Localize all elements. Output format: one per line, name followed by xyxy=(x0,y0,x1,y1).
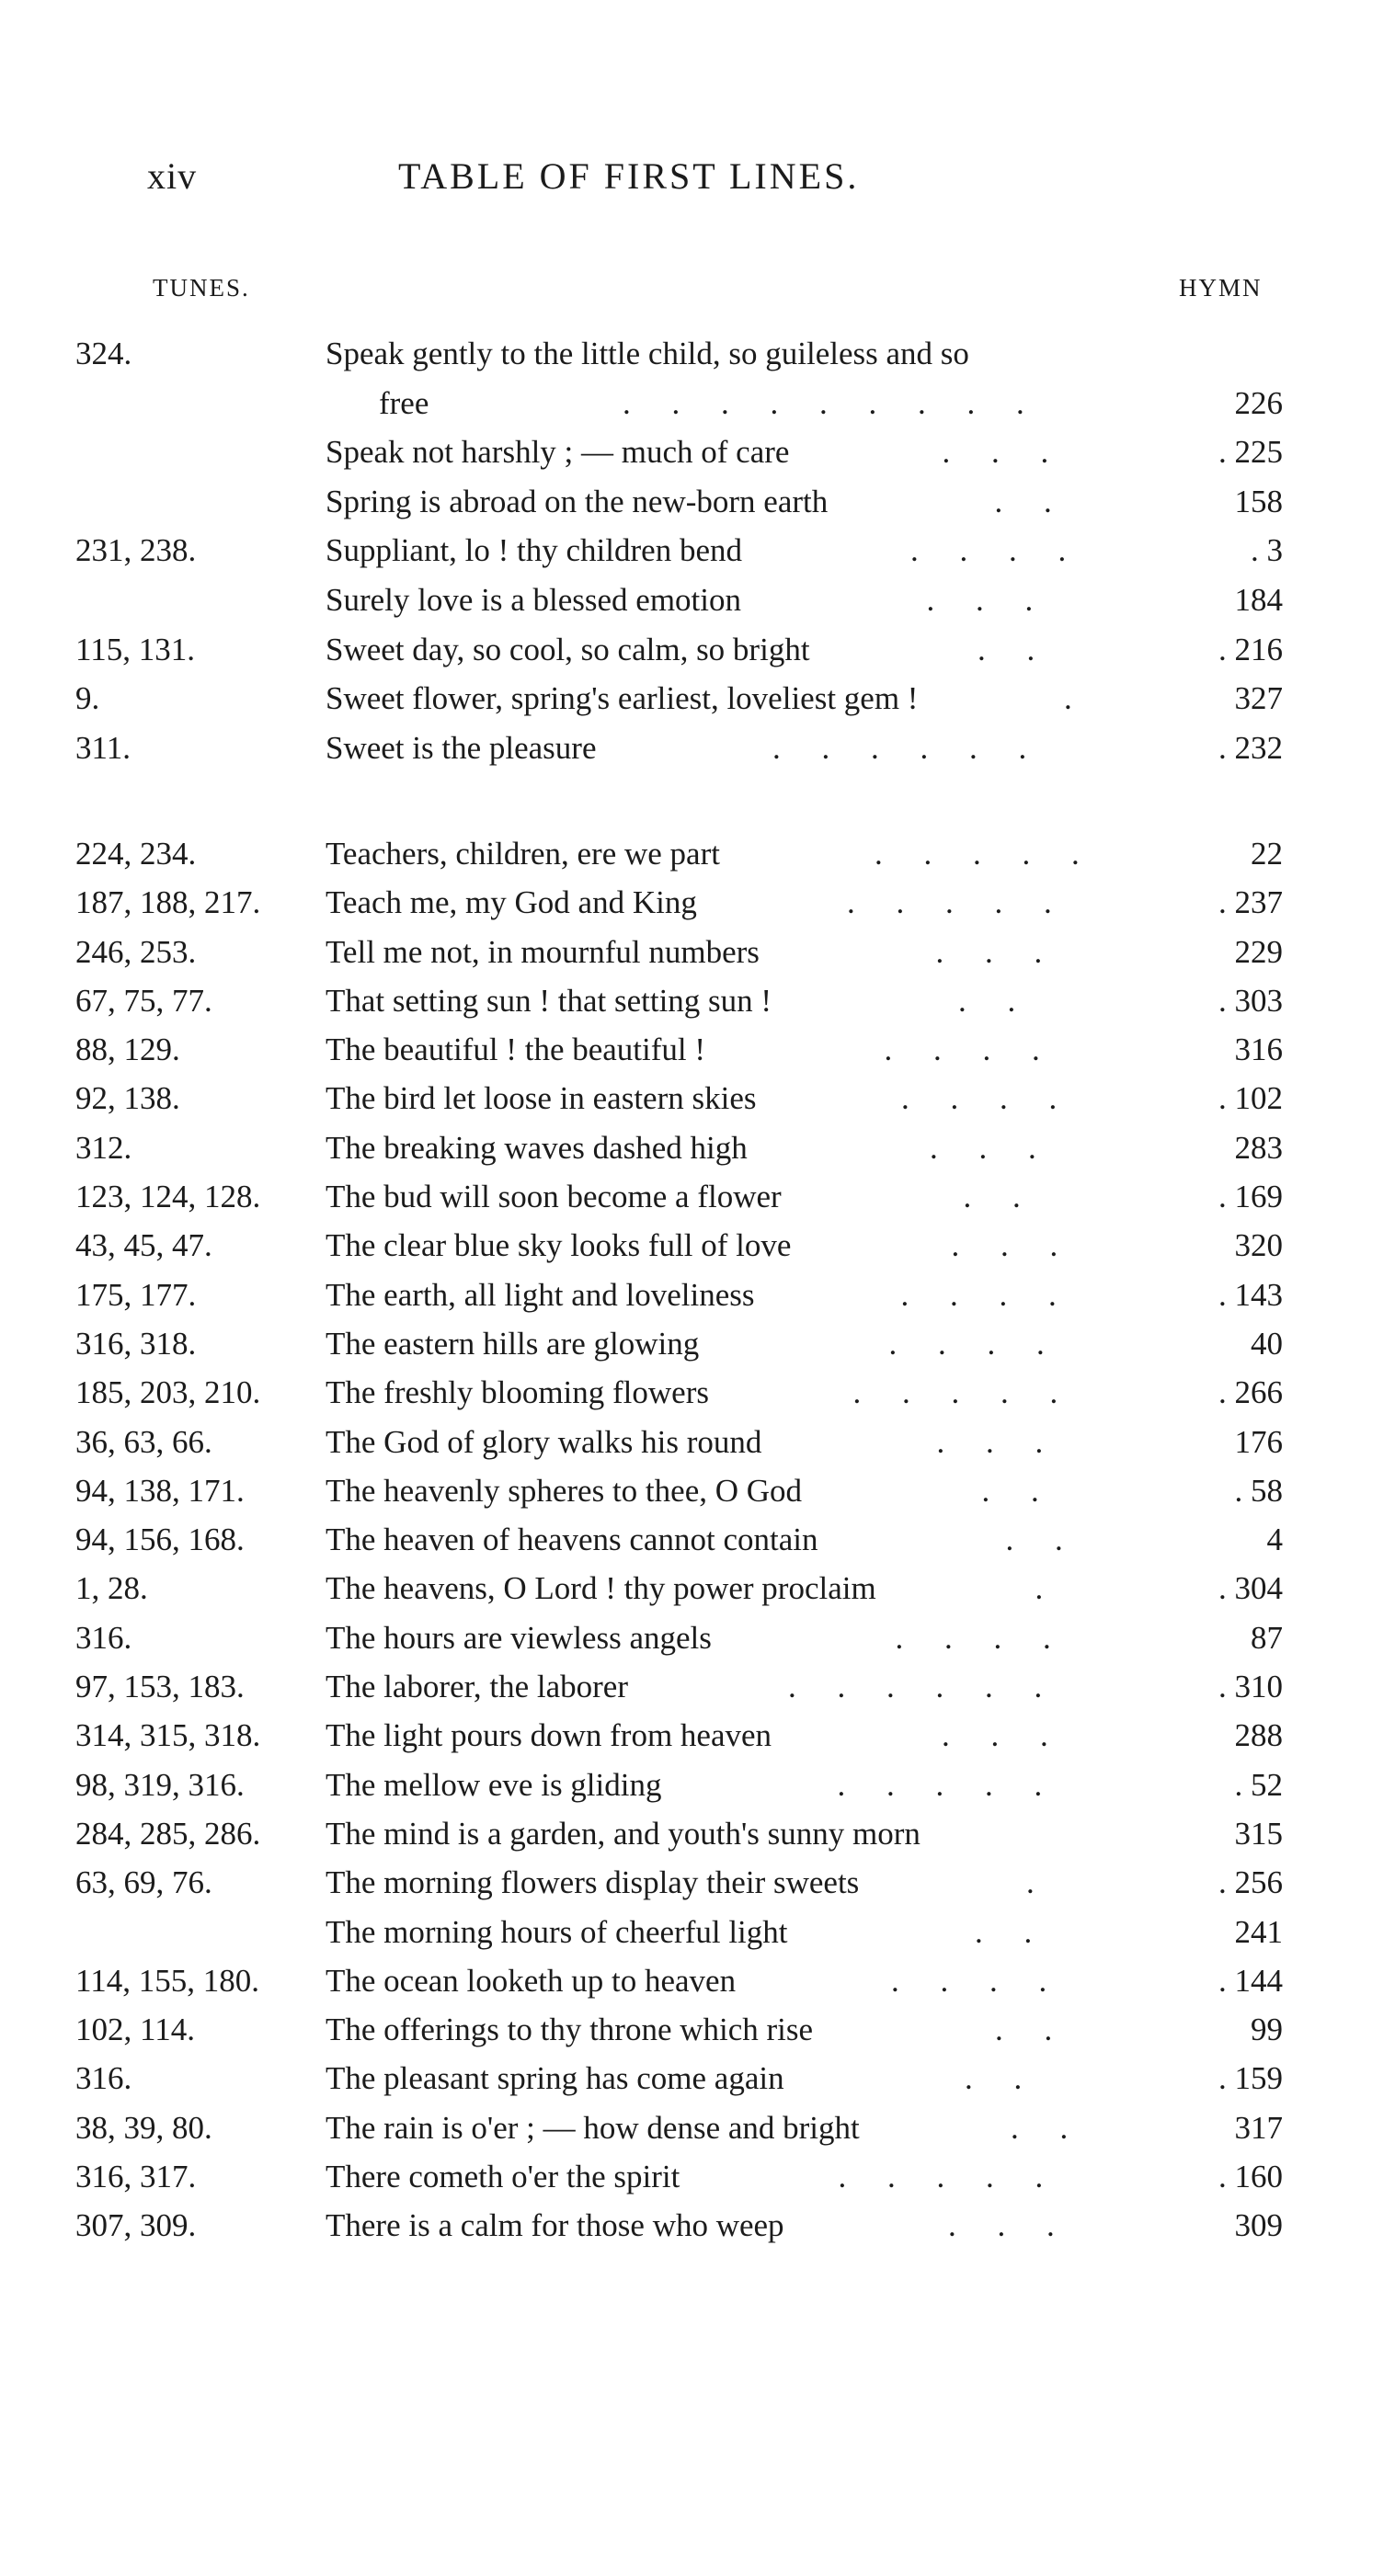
table-row xyxy=(0,2057,1395,2100)
hymn-number: 320 xyxy=(1234,1227,1283,1263)
first-line-text: Speak gently to the little child, so guileless and so xyxy=(326,336,969,371)
tune-numbers: 231, 238. xyxy=(75,532,197,568)
dot-leader: . xyxy=(1035,1570,1060,1606)
table-row xyxy=(0,1077,1395,1120)
tune-numbers: 36, 63, 66. xyxy=(75,1424,212,1460)
hymn-number: . 144 xyxy=(1218,1963,1283,1999)
table-row xyxy=(0,2205,1395,2247)
first-line-text: Sweet day, so cool, so calm, so bright xyxy=(326,632,810,667)
dot-leader: . . xyxy=(963,1179,1037,1214)
hymn-number: . 256 xyxy=(1218,1864,1283,1900)
tune-numbers: 88, 129. xyxy=(75,1032,180,1067)
tune-numbers: 312. xyxy=(75,1130,132,1166)
first-line-text: Surely love is a blessed emotion xyxy=(326,582,742,618)
column-headings xyxy=(0,274,1395,311)
tune-numbers: 324. xyxy=(75,336,132,371)
hymn-number: 99 xyxy=(1251,2012,1283,2047)
first-line-text: The bud will soon become a flower xyxy=(326,1179,782,1214)
first-line-text: There is a calm for those who weep xyxy=(326,2207,784,2243)
table-row xyxy=(0,1862,1395,1904)
first-line-text: The ocean looketh up to heaven xyxy=(326,1963,737,1999)
tune-numbers: 311. xyxy=(75,730,131,766)
dot-leader: . . xyxy=(978,632,1052,667)
tune-numbers: 316. xyxy=(75,1620,132,1656)
first-line-text: There cometh o'er the spirit xyxy=(326,2159,680,2194)
dot-leader: . . . xyxy=(930,1130,1053,1166)
table-row xyxy=(0,1813,1395,1855)
table-row xyxy=(0,1029,1395,1071)
table-row xyxy=(0,931,1395,974)
table-row xyxy=(0,2107,1395,2149)
first-line-text: Speak not harshly ; — much of care xyxy=(326,434,790,470)
tune-numbers: 123, 124, 128. xyxy=(75,1179,261,1214)
dot-leader: . . . xyxy=(942,1717,1065,1753)
tune-numbers: 224, 234. xyxy=(75,836,197,872)
first-line-text: The mind is a garden, and youth's sunny morn xyxy=(326,1816,920,1852)
hymn-number: 229 xyxy=(1234,934,1283,970)
table-row xyxy=(0,1421,1395,1464)
hymn-number: . 143 xyxy=(1218,1277,1283,1313)
first-line-text: The laborer, the laborer xyxy=(326,1669,628,1704)
tune-numbers: 316, 318. xyxy=(75,1326,197,1362)
tune-numbers: 38, 39, 80. xyxy=(75,2110,212,2146)
dot-leader: . . xyxy=(1011,2110,1085,2146)
hymn-number: 316 xyxy=(1234,1032,1283,1067)
tune-numbers: 102, 114. xyxy=(75,2012,195,2047)
tune-numbers: 316. xyxy=(75,2060,132,2096)
hymn-number: 309 xyxy=(1234,2207,1283,2243)
table-row xyxy=(0,833,1395,875)
table-row xyxy=(0,678,1395,720)
first-line-text: The heavens, O Lord ! thy power proclaim xyxy=(326,1570,876,1606)
dot-leader: . . . . xyxy=(888,1326,1061,1362)
tune-numbers: 92, 138. xyxy=(75,1080,180,1116)
dot-leader: . . . . . xyxy=(837,1767,1059,1803)
hymn-number: 327 xyxy=(1234,680,1283,716)
table-row xyxy=(0,629,1395,671)
tune-numbers: 187, 188, 217. xyxy=(75,884,261,920)
tune-numbers: 94, 156, 168. xyxy=(75,1522,245,1557)
first-line-text: Spring is abroad on the new-born earth xyxy=(326,484,829,519)
first-line-text: Teach me, my God and King xyxy=(326,884,697,920)
hymn-number: . 216 xyxy=(1218,632,1283,667)
dot-leader: . . . . xyxy=(910,532,1083,568)
hymn-number: 283 xyxy=(1234,1130,1283,1166)
first-line-text: The clear blue sky looks full of love xyxy=(326,1227,792,1263)
hymn-number: 226 xyxy=(1234,385,1283,421)
dot-leader: . . . . . xyxy=(838,2159,1060,2194)
dot-leader: . . xyxy=(975,1914,1049,1950)
tune-numbers: 1, 28. xyxy=(75,1570,148,1606)
first-line-text: The bird let loose in eastern skies xyxy=(326,1080,757,1116)
dot-leader: . . xyxy=(965,2060,1039,2096)
dot-leader: . . xyxy=(1005,1522,1080,1557)
hymn-number: . 237 xyxy=(1218,884,1283,920)
tune-numbers: 97, 153, 183. xyxy=(75,1669,245,1704)
first-line-text: The mellow eve is gliding xyxy=(326,1767,662,1803)
hymn-number: 241 xyxy=(1234,1914,1283,1950)
first-line-text: free xyxy=(379,385,429,421)
table-row xyxy=(0,882,1395,924)
hymn-number: . 266 xyxy=(1218,1374,1283,1410)
hymn-number: . 159 xyxy=(1218,2060,1283,2096)
table-row xyxy=(0,980,1395,1022)
table-row xyxy=(0,1567,1395,1610)
dot-leader: . . . xyxy=(942,434,1066,470)
hymn-number: 184 xyxy=(1234,582,1283,618)
dot-leader: . . . . . xyxy=(875,836,1096,872)
table-row xyxy=(0,1960,1395,2002)
hymn-number: . 52 xyxy=(1234,1767,1283,1803)
dot-leader: . . xyxy=(958,983,1033,1019)
dot-leader: . . . xyxy=(935,934,1059,970)
hymn-column-heading: HYMN xyxy=(1179,274,1263,302)
hymn-number: 317 xyxy=(1234,2110,1283,2146)
tune-numbers: 43, 45, 47. xyxy=(75,1227,212,1263)
dot-leader: . xyxy=(1064,680,1089,716)
table-row xyxy=(0,1470,1395,1512)
table-row xyxy=(0,1127,1395,1169)
dot-leader: . . . xyxy=(948,2207,1071,2243)
table-row xyxy=(0,382,1395,425)
first-line-text: The light pours down from heaven xyxy=(326,1717,772,1753)
hymn-number: . 304 xyxy=(1218,1570,1283,1606)
hymn-number: 315 xyxy=(1234,1816,1283,1852)
table-row xyxy=(0,1519,1395,1561)
table-row xyxy=(0,2156,1395,2198)
hymn-number: . 3 xyxy=(1251,532,1283,568)
table-row xyxy=(0,1274,1395,1316)
first-line-text: The eastern hills are glowing xyxy=(326,1326,700,1362)
first-line-text: The morning flowers display their sweets xyxy=(326,1864,860,1900)
table-row xyxy=(0,333,1395,375)
dot-leader: . . . xyxy=(936,1424,1060,1460)
first-line-text: The offerings to thy throne which rise xyxy=(326,2012,814,2047)
first-line-text: Tell me not, in mournful numbers xyxy=(326,934,760,970)
first-line-text: The heaven of heavens cannot contain xyxy=(326,1522,818,1557)
table-row xyxy=(0,1176,1395,1218)
hymn-number: . 160 xyxy=(1218,2159,1283,2194)
dot-leader: . . . xyxy=(926,582,1050,618)
tune-numbers: 94, 138, 171. xyxy=(75,1473,245,1509)
first-line-text: The pleasant spring has come again xyxy=(326,2060,784,2096)
first-line-text: Sweet flower, spring's earliest, loveliest gem ! xyxy=(326,680,919,716)
table-row xyxy=(0,1666,1395,1708)
page-header xyxy=(0,154,1395,210)
tune-numbers: 314, 315, 318. xyxy=(75,1717,261,1753)
table-row xyxy=(0,1372,1395,1414)
first-line-text: The beautiful ! the beautiful ! xyxy=(326,1032,706,1067)
table-row xyxy=(0,2009,1395,2051)
hymn-number: . 303 xyxy=(1218,983,1283,1019)
table-row xyxy=(0,1715,1395,1757)
table-row xyxy=(0,530,1395,572)
tune-numbers: 284, 285, 286. xyxy=(75,1816,261,1852)
first-line-text: Teachers, children, ere we part xyxy=(326,836,720,872)
hymn-number: 176 xyxy=(1234,1424,1283,1460)
table-row xyxy=(0,1323,1395,1365)
dot-leader: . . . . . xyxy=(847,884,1069,920)
dot-leader: . . xyxy=(994,484,1069,519)
tune-numbers: 114, 155, 180. xyxy=(75,1963,259,1999)
hymn-number: 4 xyxy=(1266,1522,1283,1557)
table-row xyxy=(0,481,1395,523)
tune-numbers: 98, 319, 316. xyxy=(75,1767,245,1803)
hymn-number: . 58 xyxy=(1234,1473,1283,1509)
hymn-number: . 225 xyxy=(1218,434,1283,470)
table-row xyxy=(0,1911,1395,1954)
first-line-text: Suppliant, lo ! thy children bend xyxy=(326,532,742,568)
table-row xyxy=(0,579,1395,621)
tune-numbers: 63, 69, 76. xyxy=(75,1864,212,1900)
tune-numbers: 9. xyxy=(75,680,100,716)
hymn-number: 87 xyxy=(1251,1620,1283,1656)
tune-numbers: 67, 75, 77. xyxy=(75,983,212,1019)
first-line-text: That setting sun ! that setting sun ! xyxy=(326,983,772,1019)
first-line-text: The hours are viewless angels xyxy=(326,1620,712,1656)
hymn-number: . 232 xyxy=(1218,730,1283,766)
hymn-number: 158 xyxy=(1234,484,1283,519)
tune-numbers: 316, 317. xyxy=(75,2159,197,2194)
dot-leader: . . . . . . xyxy=(788,1669,1059,1704)
first-line-text: The breaking waves dashed high xyxy=(326,1130,748,1166)
tune-numbers: 185, 203, 210. xyxy=(75,1374,261,1410)
dot-leader: . . . . . . . . . xyxy=(623,385,1041,421)
dot-leader: . . . xyxy=(951,1227,1075,1263)
table-row xyxy=(0,431,1395,473)
dot-leader: . . xyxy=(981,1473,1056,1509)
dot-leader: . . xyxy=(995,2012,1069,2047)
table-row xyxy=(0,1225,1395,1267)
first-line-text: The morning hours of cheerful light xyxy=(326,1914,788,1950)
first-line-text: The rain is o'er ; — how dense and bright xyxy=(326,2110,860,2146)
first-line-text: Sweet is the pleasure xyxy=(326,730,597,766)
hymn-number: 288 xyxy=(1234,1717,1283,1753)
table-row xyxy=(0,1617,1395,1659)
first-line-text: The God of glory walks his round xyxy=(326,1424,762,1460)
table-row xyxy=(0,1764,1395,1807)
tune-numbers: 115, 131. xyxy=(75,632,195,667)
tune-numbers: 246, 253. xyxy=(75,934,197,970)
page-number: xiv xyxy=(147,155,198,197)
dot-leader: . . . . xyxy=(884,1032,1057,1067)
hymn-number: . 102 xyxy=(1218,1080,1283,1116)
dot-leader: . . . . xyxy=(891,1963,1064,1999)
dot-leader: . . . . xyxy=(901,1080,1074,1116)
running-title: TABLE OF FIRST LINES. xyxy=(398,155,860,197)
dot-leader: . . . . . xyxy=(852,1374,1075,1410)
dot-leader: . . . . xyxy=(900,1277,1073,1313)
first-line-text: The heavenly spheres to thee, O God xyxy=(326,1473,803,1509)
first-line-text: The earth, all light and loveliness xyxy=(326,1277,755,1313)
table-row xyxy=(0,727,1395,769)
hymn-number: . 169 xyxy=(1218,1179,1283,1214)
hymn-number: 40 xyxy=(1251,1326,1283,1362)
hymn-number: . 310 xyxy=(1218,1669,1283,1704)
tunes-column-heading: TUNES. xyxy=(153,274,250,302)
hymn-number: 22 xyxy=(1251,836,1283,872)
dot-leader: . . . . . . xyxy=(772,730,1044,766)
dot-leader: . . . . xyxy=(895,1620,1068,1656)
tune-numbers: 307, 309. xyxy=(75,2207,197,2243)
dot-leader: . xyxy=(1026,1864,1051,1900)
first-line-text: The freshly blooming flowers xyxy=(326,1374,709,1410)
tune-numbers: 175, 177. xyxy=(75,1277,197,1313)
